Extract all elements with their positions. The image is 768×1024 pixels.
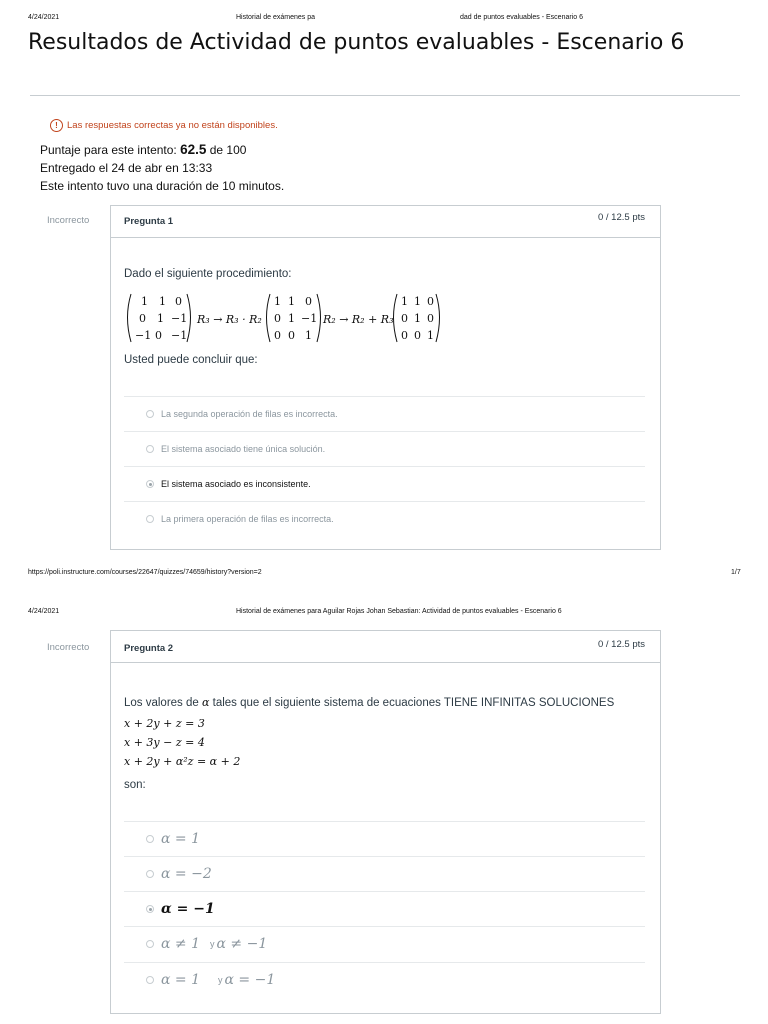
svg-text:0: 0 — [427, 312, 434, 325]
q1-points: 0 / 12.5 pts — [597, 212, 645, 223]
q1-answer-3-selected[interactable]: El sistema asociado es inconsistente. — [124, 466, 645, 501]
q2-status: Incorrecto — [47, 642, 90, 653]
q2-points: 0 / 12.5 pts — [597, 639, 645, 650]
svg-text:0: 0 — [414, 329, 421, 342]
q2-equation-3: x + 2y + α²z = α + 2 — [124, 755, 241, 768]
q2-answer-3-selected[interactable]: α = −1 — [124, 891, 645, 926]
q2-equation-1: x + 2y + z = 3 — [124, 717, 205, 730]
warning-icon: ! — [50, 119, 63, 132]
notice-text: Las respuestas correctas ya no están disponibles. — [67, 120, 278, 131]
q1-prompt: Dado el siguiente procedimiento: — [124, 268, 292, 280]
notice-banner — [50, 119, 278, 132]
svg-text:1: 1 — [159, 295, 166, 308]
svg-text:1: 1 — [141, 295, 148, 308]
q1-answer-1[interactable]: La segunda operación de filas es incorrecta. — [124, 396, 645, 431]
svg-text:−1: −1 — [301, 312, 318, 325]
q2-answer-2[interactable]: α = −2 — [124, 856, 645, 891]
score-value: 62.5 — [180, 142, 207, 157]
q2-question: son: — [124, 779, 146, 791]
radio-selected-icon[interactable] — [146, 480, 154, 488]
svg-text:0: 0 — [274, 329, 281, 342]
svg-text:0: 0 — [401, 312, 408, 325]
radio-icon[interactable] — [146, 410, 154, 418]
svg-text:−1: −1 — [171, 329, 188, 342]
svg-text:0: 0 — [401, 329, 408, 342]
divider — [30, 95, 740, 96]
page-title: Resultados de Actividad de puntos evaluables - Escenario 6 — [28, 30, 685, 55]
svg-text:1: 1 — [401, 295, 408, 308]
q2-name: Pregunta 2 — [124, 643, 174, 654]
print-date: 4/24/2021 — [28, 14, 60, 21]
radio-icon[interactable] — [146, 940, 154, 948]
q2-answer-4[interactable]: α ≠ 1 y α ≠ −1 — [124, 926, 645, 961]
svg-text:1: 1 — [305, 329, 312, 342]
radio-icon[interactable] — [146, 870, 154, 878]
submitted-line: Entregado el 24 de abr en 13:33 — [40, 161, 213, 175]
print-header-title-cont: dad de puntos evaluables - Escenario 6 — [460, 14, 583, 21]
duration-line: Este intento tuvo una duración de 10 minutos. — [40, 179, 285, 193]
print-page-number: 1/7 — [731, 569, 741, 576]
svg-text:0: 0 — [288, 329, 295, 342]
radio-icon[interactable] — [146, 445, 154, 453]
radio-icon[interactable] — [146, 835, 154, 843]
question-1 — [110, 205, 661, 550]
print-header-title-2: Historial de exámenes para Aguilar Rojas Johan Sebastian: Actividad de puntos evaluables - Escenario 6 — [236, 608, 562, 615]
q1-answer-2[interactable]: El sistema asociado tiene única solución. — [124, 431, 645, 466]
print-date-2: 4/24/2021 — [28, 608, 60, 615]
radio-selected-icon[interactable] — [146, 905, 154, 913]
q1-name: Pregunta 1 — [124, 216, 174, 227]
svg-text:0: 0 — [305, 295, 312, 308]
svg-text:R₃ → R₃ · R₂: R₃ → R₃ · R₂ — [197, 313, 262, 326]
svg-text:1: 1 — [288, 312, 295, 325]
svg-text:0: 0 — [274, 312, 281, 325]
q2-equation-2: x + 3y − z = 4 — [124, 736, 205, 749]
q1-header — [111, 206, 660, 238]
svg-text:1: 1 — [414, 295, 421, 308]
q1-status: Incorrecto — [47, 215, 90, 226]
radio-icon[interactable] — [146, 515, 154, 523]
q1-answer-4[interactable]: La primera operación de filas es incorrecta. — [124, 501, 645, 536]
radio-icon[interactable] — [146, 976, 154, 984]
q1-matrix-procedure — [123, 292, 448, 346]
svg-text:0: 0 — [175, 295, 182, 308]
svg-text:1: 1 — [414, 312, 421, 325]
print-footer-url: https://poli.instructure.com/courses/22647/quizzes/74659/history?version=2 — [28, 569, 262, 576]
svg-text:1: 1 — [157, 312, 164, 325]
svg-text:0: 0 — [155, 329, 162, 342]
svg-text:0: 0 — [139, 312, 146, 325]
svg-text:1: 1 — [288, 295, 295, 308]
print-header-title: Historial de exámenes pa — [236, 14, 315, 21]
q2-prompt: Los valores de α tales que el siguiente sistema de ecuaciones TIENE INFINITAS SOLUCIONES — [124, 696, 615, 709]
q1-question: Usted puede concluir que: — [124, 354, 258, 366]
svg-text:R₂ → R₂ + R₃: R₂ → R₂ + R₃ — [323, 313, 394, 326]
svg-text:0: 0 — [427, 295, 434, 308]
svg-text:1: 1 — [274, 295, 281, 308]
svg-text:1: 1 — [427, 329, 434, 342]
q2-answer-5[interactable]: α = 1 y α = −1 — [124, 962, 645, 997]
svg-text:−1: −1 — [135, 329, 152, 342]
svg-text:−1: −1 — [171, 312, 188, 325]
q2-answer-1[interactable]: α = 1 — [124, 821, 645, 856]
score-line: Puntaje para este intento: 62.5 de 100 — [40, 142, 247, 157]
question-2 — [110, 630, 661, 1014]
q2-header — [111, 631, 660, 663]
